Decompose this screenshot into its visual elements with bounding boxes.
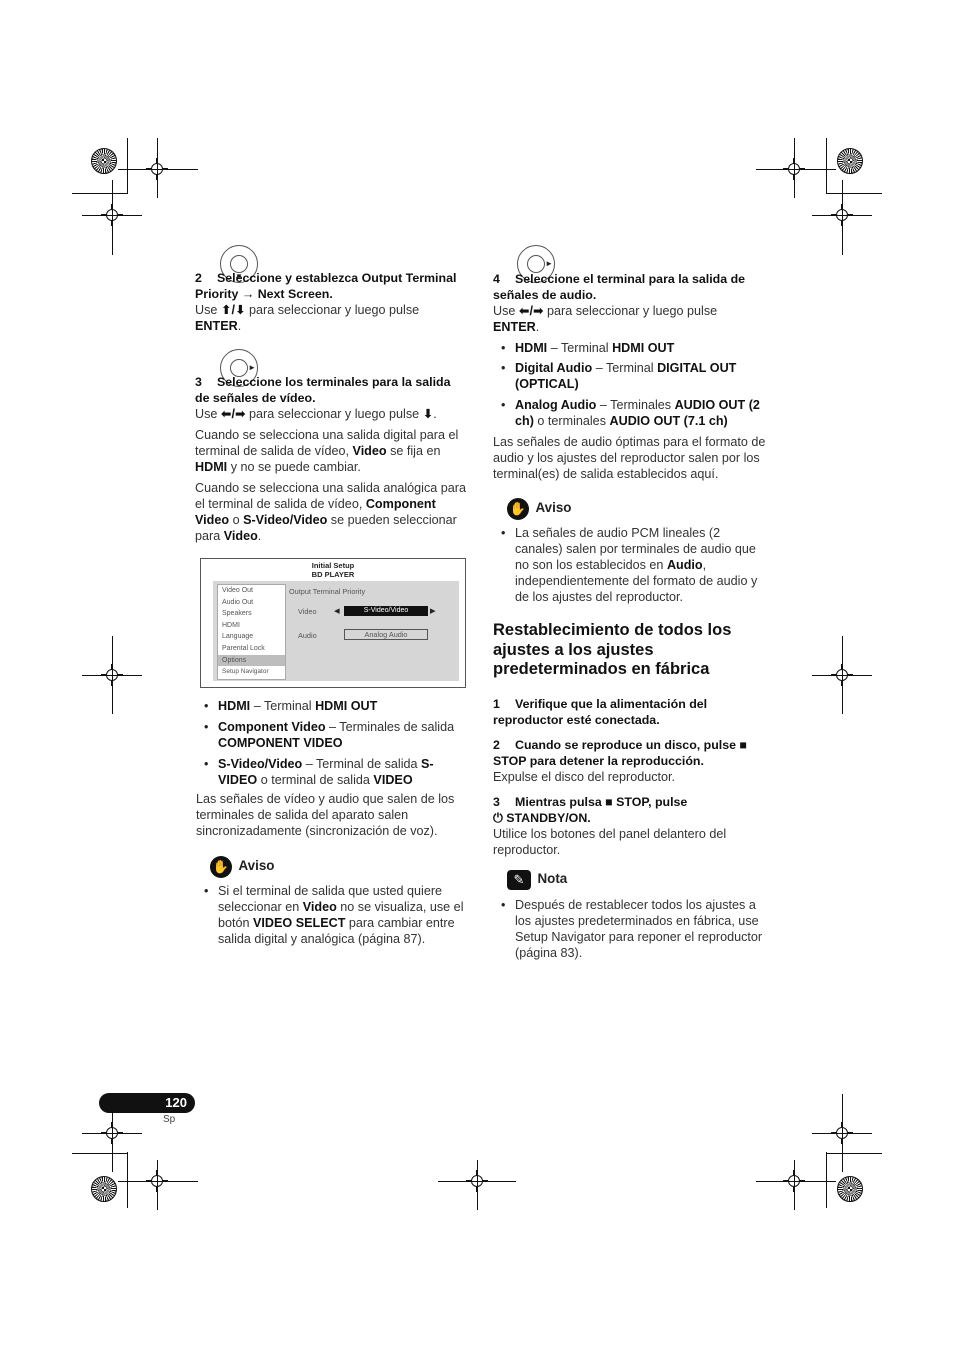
crop-line <box>157 138 158 198</box>
list-item: • HDMI – Terminal HDMI OUT <box>493 340 767 356</box>
list-item: • Si el terminal de salida que usted quiere seleccionar en Video no se visualiza, use el botón VIDEO SELECT para cambiar entre salida digital y analógica (página 87). <box>196 883 472 947</box>
crop-line <box>826 1153 882 1154</box>
osd-subtitle: BD PLAYER <box>311 570 355 579</box>
caution-heading: ✋ Aviso <box>507 498 769 520</box>
crop-line <box>794 138 795 198</box>
registration-star-icon <box>837 148 863 174</box>
language-code: Sp <box>163 1114 176 1125</box>
page-number-badge <box>99 1093 195 1113</box>
left-right-arrows-icon: ⬅/➡ <box>220 407 246 421</box>
step-3-heading: 3 Mientras pulsa ■ STOP, pulse ⏻ STANDBY/ON. <box>493 794 688 825</box>
paragraph: Las señales de vídeo y audio que salen de los terminales de salida del aparato salen sincronizadamente (sincronización de voz). <box>196 792 455 838</box>
step-2-heading: 2 Cuando se reproduce un disco, pulse ■ STOP para detener la reproducción. <box>493 737 747 768</box>
list-item: • HDMI – Terminal HDMI OUT <box>196 698 470 714</box>
crop-line <box>812 215 872 216</box>
registration-star-icon <box>91 1176 117 1202</box>
list-item: • La señales de audio PCM lineales (2 canales) salen por terminales de audio que no son los establecidos en Audio, independientemente del formato de audio y de los ajustes del reproductor. <box>493 525 769 605</box>
step-number: 2 <box>195 271 202 285</box>
crop-line <box>812 1133 872 1134</box>
arrow-right-icon: → <box>241 287 255 301</box>
osd-row-value: Analog Audio <box>344 629 428 640</box>
list-item: • Component Video – Terminales de salida COMPONENT VIDEO <box>196 719 470 751</box>
osd-panel <box>213 581 459 681</box>
caution-box <box>507 498 769 520</box>
note-pencil-icon: ✎ <box>507 870 531 890</box>
step-1-heading: 1 Verifique que la alimentación del reproductor esté conectada. <box>493 696 708 727</box>
caution-text <box>196 883 472 947</box>
osd-row-label: Video <box>298 607 317 616</box>
section-title: Restablecimiento de todos los ajustes a los ajustes predeterminados en fábrica <box>493 621 732 678</box>
osd-menu-item: Language <box>222 633 254 641</box>
crop-line <box>118 169 198 170</box>
osd-menu <box>217 584 286 680</box>
osd-left-arrow-icon: ◀ <box>334 606 340 615</box>
list-item: • Analog Audio – Terminales AUDIO OUT (2 ch) o terminales AUDIO OUT (7.1 ch) <box>493 397 767 429</box>
paragraph: Las señales de audio óptimas para el formato de audio y los ajustes del reproductor salen por los terminal(es) de salida establecidos aquí. <box>493 435 766 481</box>
crop-line <box>826 138 827 194</box>
osd-menu-item: HDMI <box>222 621 240 629</box>
hand-caution-icon: ✋ <box>507 498 529 520</box>
crop-line <box>756 169 836 170</box>
crop-line <box>72 1153 128 1154</box>
list-item: • Digital Audio – Terminal DIGITAL OUT (OPTICAL) <box>493 360 767 392</box>
step-2 <box>195 270 467 334</box>
step-3-body: Use ⬅/➡ para seleccionar y luego pulse ⬇. <box>195 407 437 421</box>
note-box <box>507 870 769 890</box>
registration-star-icon <box>91 148 117 174</box>
down-arrow-icon: ⬇ <box>422 407 434 421</box>
step-3-body: Utilice los botones del panel delantero del reproductor. <box>493 826 727 857</box>
caution-heading: ✋ Aviso <box>210 856 472 878</box>
crop-line <box>118 1181 198 1182</box>
step-3-heading: 3 Seleccione los terminales para la salida de señales de vídeo. <box>195 375 451 405</box>
note-heading: ✎ Nota <box>507 870 769 890</box>
osd-row-value-selected: S-Video/Video <box>344 606 428 616</box>
step-4-body: Use ⬅/➡ para seleccionar y luego pulse ENTER. <box>493 304 718 334</box>
crop-line <box>72 193 128 194</box>
step-3 <box>195 374 467 544</box>
osd-right-arrow-icon: ▶ <box>430 606 436 615</box>
crop-line <box>82 215 142 216</box>
stop-icon: ■ <box>605 794 613 809</box>
osd-menu-item: Setup Navigator <box>222 668 269 676</box>
paragraph: Cuando se selecciona una salida digital para el terminal de salida de vídeo, Video se fija en HDMI y no se puede cambiar. <box>195 428 459 474</box>
registration-star-icon <box>837 1176 863 1202</box>
osd-menu-item: Video Out <box>222 587 254 594</box>
osd-menu-item: Audio Out <box>222 598 254 606</box>
caution-text <box>493 525 769 605</box>
crop-line <box>157 1160 158 1210</box>
step-4-heading: 4 Seleccione el terminal para la salida de señales de audio. <box>493 272 746 302</box>
note-text <box>493 897 769 961</box>
page-number: 120 <box>165 1095 187 1110</box>
crop-line <box>794 1160 795 1210</box>
crop-line <box>127 1152 128 1208</box>
crop-line <box>112 180 113 255</box>
step-2-body: Use ⬆/⬇ para seleccionar y luego pulse ENTER. <box>195 303 420 333</box>
crop-line <box>127 138 128 194</box>
list-item: • Después de restablecer todos los ajustes a los ajustes predeterminados en fábrica, use Setup Navigator para reponer el reproductor (página 83). <box>493 897 769 961</box>
video-terminal-list <box>196 698 470 839</box>
paragraph: Cuando se selecciona una salida analógica para el terminal de salida de vídeo, Component Video o S-Video/Video se pueden seleccionar para Video. <box>195 481 466 543</box>
crop-line <box>812 675 872 676</box>
crop-line <box>842 180 843 255</box>
step-4 <box>493 271 767 335</box>
crop-line <box>82 1133 142 1134</box>
caution-box <box>210 856 472 878</box>
osd-menu-item-selected: Options <box>218 655 285 667</box>
power-icon: ⏻ <box>493 810 503 825</box>
step-2-body: Expulse el disco del reproductor. <box>493 769 676 784</box>
stop-icon: ■ <box>739 737 747 752</box>
up-down-arrows-icon: ⬆/⬇ <box>220 303 246 317</box>
list-item: • S-Video/Video – Terminal de salida S-VIDEO o terminal de salida VIDEO <box>196 756 470 788</box>
osd-menu-item: Speakers <box>222 610 252 618</box>
audio-terminal-list <box>493 340 767 482</box>
crop-line <box>82 675 142 676</box>
crop-line <box>826 1152 827 1208</box>
reset-section <box>493 621 769 858</box>
crop-line <box>477 1160 478 1210</box>
left-right-arrows-icon: ⬅/➡ <box>518 304 544 318</box>
crop-line <box>826 193 882 194</box>
osd-heading: Output Terminal Priority <box>289 587 366 596</box>
setup-screen-illustration <box>200 558 466 688</box>
hand-caution-icon: ✋ <box>210 856 232 878</box>
step-2-heading: 2 Seleccione y establezca Output Terminal Priority → Next Screen. <box>195 271 457 301</box>
osd-row-label: Audio <box>298 631 317 640</box>
crop-line <box>756 1181 836 1182</box>
osd-title: Initial Setup <box>311 561 355 570</box>
osd-menu-item: Parental Lock <box>222 644 265 652</box>
